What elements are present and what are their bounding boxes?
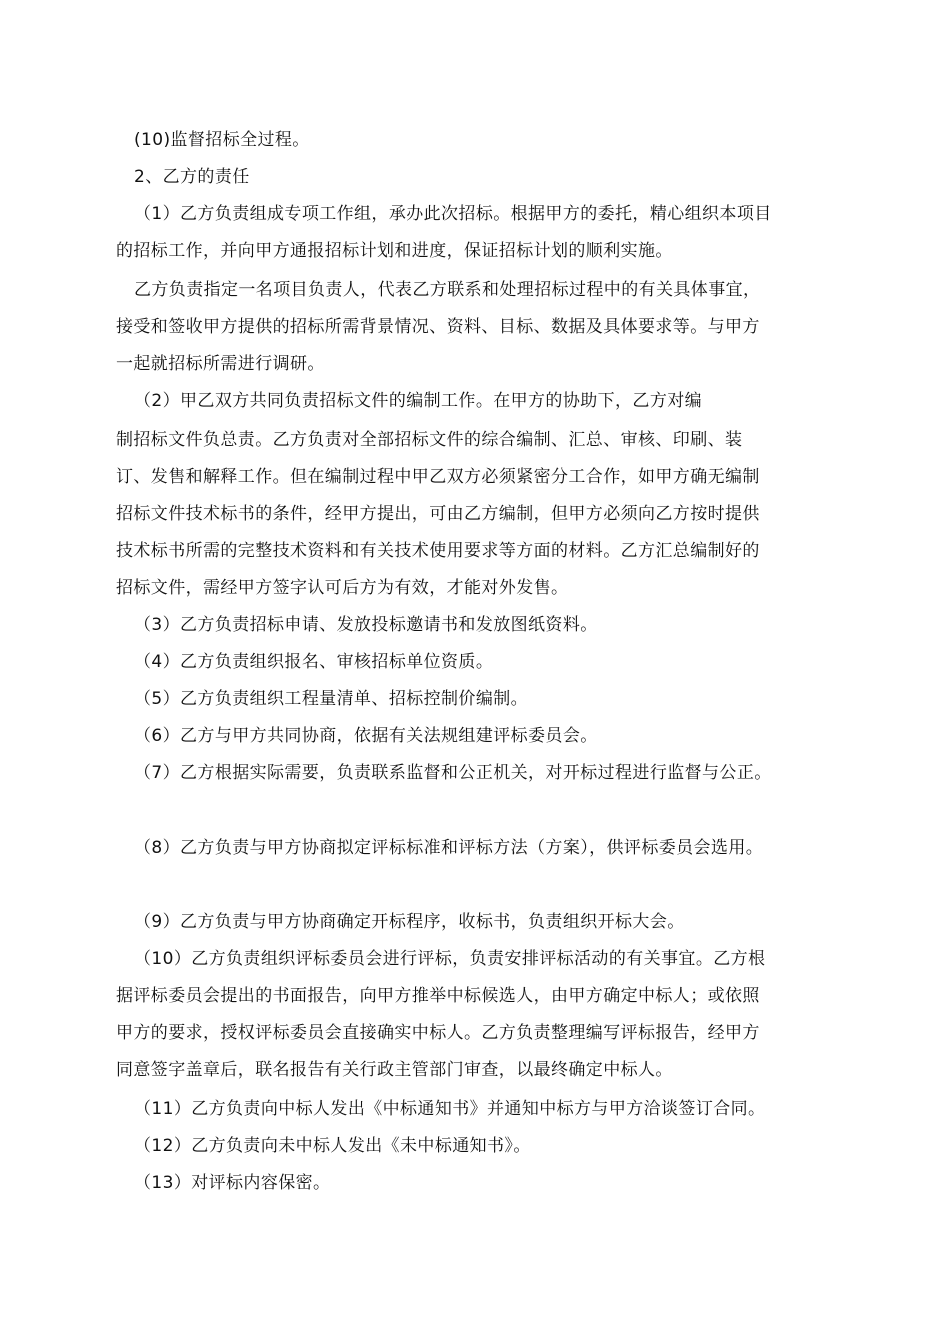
text-line: 的招标工作，并向甲方通报招标计划和进度，保证招标计划的顺利实施。 [116,241,673,261]
text-line: （4）乙方负责组织报名、审核招标单位资质。 [134,652,494,672]
text-line: (10)监督招标全过程。 [134,130,310,150]
text-line: 据评标委员会提出的书面报告，向甲方推举中标候选人，由甲方确定中标人；或依照 [116,986,760,1006]
text-line: （8）乙方负责与甲方协商拟定评标标准和评标方法（方案），供评标委员会选用。 [134,838,764,858]
text-line: 一起就招标所需进行调研。 [116,354,325,374]
text-line: 乙方负责指定一名项目负责人，代表乙方联系和处理招标过程中的有关具体事宜， [134,280,761,300]
text-line: 招标文件技术标书的条件，经甲方提出，可由乙方编制，但甲方必须向乙方按时提供 [116,504,760,524]
text-line: （6）乙方与甲方共同协商，依据有关法规组建评标委员会。 [134,726,598,746]
text-line: （10）乙方负责组织评标委员会进行评标，负责安排评标活动的有关事宜。乙方根 [134,949,766,969]
text-line: （1）乙方负责组成专项工作组，承办此次招标。根据甲方的委托，精心组织本项目 [134,204,772,224]
text-line: （11）乙方负责向中标人发出《中标通知书》并通知中标方与甲方洽谈签订合同。 [134,1099,766,1119]
text-line: 订、发售和解释工作。但在编制过程中甲乙双方必须紧密分工合作，如甲方确无编制 [116,467,760,487]
text-line: 招标文件，需经甲方签字认可后方为有效，才能对外发售。 [116,578,569,598]
text-line: （12）乙方负责向未中标人发出《未中标通知书》。 [134,1136,531,1156]
text-line: 甲方的要求，授权评标委员会直接确实中标人。乙方负责整理编写评标报告，经甲方 [116,1023,760,1043]
text-line: 同意签字盖章后，联名报告有关行政主管部门审查，以最终确定中标人。 [116,1060,673,1080]
text-line: （7）乙方根据实际需要，负责联系监督和公正机关，对开标过程进行监督与公正。 [134,763,772,783]
text-line: 接受和签收甲方提供的招标所需背景情况、资料、目标、数据及具体要求等。与甲方 [116,317,760,337]
text-line: 制招标文件负总责。乙方负责对全部招标文件的综合编制、汇总、审核、印刷、装 [116,430,743,450]
section-heading: 2、乙方的责任 [134,167,250,187]
text-line: （13）对评标内容保密。 [134,1173,331,1193]
text-line: （9）乙方负责与甲方协商确定开标程序，收标书，负责组织开标大会。 [134,912,685,932]
text-line: （5）乙方负责组织工程量清单、招标控制价编制。 [134,689,529,709]
text-line: （2）甲乙双方共同负责招标文件的编制工作。在甲方的协助下，乙方对编 [134,391,703,411]
text-line: 技术标书所需的完整技术资料和有关技术使用要求等方面的材料。乙方汇总编制好的 [116,541,760,561]
text-line: （3）乙方负责招标申请、发放投标邀请书和发放图纸资料。 [134,615,598,635]
